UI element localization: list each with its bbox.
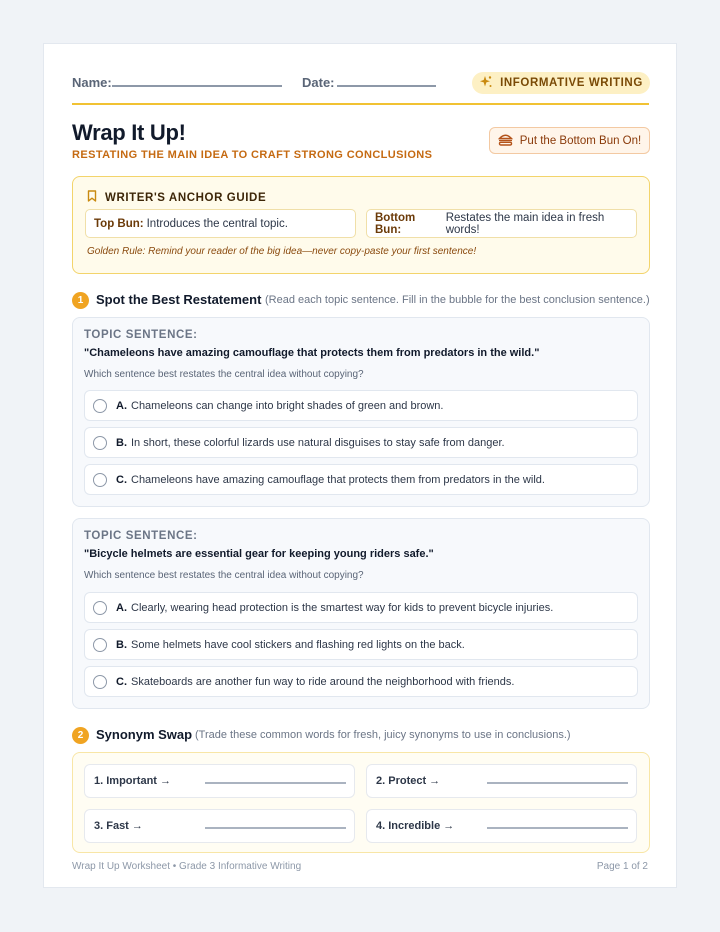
bottom-bun-button[interactable] (489, 127, 650, 154)
radio-bubble[interactable] (93, 601, 107, 615)
bookmark-icon (87, 190, 97, 205)
anchor-guide (72, 176, 650, 274)
synonym-card (84, 809, 355, 843)
anchor-guide-title: WRITER'S ANCHOR GUIDE (105, 191, 267, 204)
option-text: Skateboards are another fun way to ride around the neighborhood with friends. (131, 675, 515, 688)
option-text: Chameleons have amazing camouflage that protects them from predators in the wild. (131, 473, 545, 486)
question-prompt: Which sentence best restates the central idea without copying? (84, 570, 364, 581)
top-bun-card (85, 209, 356, 238)
synonym-card (84, 764, 355, 798)
option-letter: B. (116, 436, 127, 449)
footer-left: Wrap It Up Worksheet • Grade 3 Informative Writing (72, 861, 302, 872)
section-2-hint: (Trade these common words for fresh, juicy synonyms to use in conclusions.) (195, 729, 571, 741)
answer-option-a[interactable] (84, 592, 638, 623)
option-letter: B. (116, 638, 127, 651)
option-letter: A. (116, 399, 127, 412)
date-field[interactable] (337, 85, 436, 87)
topic-sentence-label: TOPIC SENTENCE: (84, 530, 198, 542)
top-bun-text: Introduces the central topic. (146, 217, 288, 230)
topic-sentence-label: TOPIC SENTENCE: (84, 329, 198, 341)
option-letter: A. (116, 601, 127, 614)
burger-icon (498, 133, 513, 149)
question-prompt: Which sentence best restates the central idea without copying? (84, 369, 364, 380)
question-card-2 (72, 518, 650, 709)
section-1-hint: (Read each topic sentence. Fill in the bubble for the best conclusion sentence.) (265, 294, 650, 306)
bottom-bun-text: Restates the main idea in fresh words! (445, 211, 605, 236)
anchor-guide-heading (87, 190, 266, 205)
category-badge (472, 72, 650, 94)
answer-option-c[interactable] (84, 464, 638, 495)
header-divider (72, 103, 649, 105)
worksheet-page (43, 43, 677, 888)
synonym-answer-line[interactable] (487, 782, 628, 784)
option-text: In short, these colorful lizards use natural disguises to stay safe from danger. (131, 436, 505, 449)
golden-rule: Golden Rule: Remind your reader of the big idea—never copy-paste your first sentence! (87, 246, 477, 257)
synonym-word: 3. Fast → (94, 820, 143, 832)
radio-bubble[interactable] (93, 399, 107, 413)
top-bun-term: Top Bun: (94, 217, 144, 230)
synonym-swap-box (72, 752, 650, 853)
answer-option-b[interactable] (84, 629, 638, 660)
option-text: Clearly, wearing head protection is the smartest way for kids to prevent bicycle injuries. (131, 601, 554, 614)
page-subtitle: RESTATING THE MAIN IDEA TO CRAFT STRONG CONCLUSIONS (72, 149, 433, 161)
footer-page-number: Page 1 of 2 (596, 861, 648, 872)
option-text: Some helmets have cool stickers and flashing red lights on the back. (131, 638, 465, 651)
bottom-bun-button-label: Put the Bottom Bun On! (519, 134, 642, 147)
synonym-word: 2. Protect → (376, 775, 441, 787)
synonym-answer-line[interactable] (205, 827, 346, 829)
option-letter: C. (116, 675, 127, 688)
answer-option-a[interactable] (84, 390, 638, 421)
question-card-1 (72, 317, 650, 507)
synonym-card (366, 764, 637, 798)
section-1-title: Spot the Best Restatement (96, 292, 262, 307)
option-letter: C. (116, 473, 127, 486)
badge-label: INFORMATIVE WRITING (500, 77, 643, 89)
section-2-number: 2 (72, 727, 89, 744)
topic-sentence: "Bicycle helmets are essential gear for keeping young riders safe." (84, 548, 434, 560)
synonym-card (366, 809, 637, 843)
radio-bubble[interactable] (93, 638, 107, 652)
synonym-word: 1. Important → (94, 775, 172, 787)
bottom-bun-term: Bottom Bun: (375, 211, 416, 236)
name-label: Name: (72, 75, 112, 90)
radio-bubble[interactable] (93, 473, 107, 487)
name-field[interactable] (112, 85, 282, 87)
section-1-number: 1 (72, 292, 89, 309)
radio-bubble[interactable] (93, 675, 107, 689)
option-text: Chameleons can change into bright shades of green and brown. (131, 399, 444, 412)
section-2-title: Synonym Swap (96, 727, 193, 742)
topic-sentence: "Chameleons have amazing camouflage that protects them from predators in the wild." (84, 347, 540, 359)
answer-option-b[interactable] (84, 427, 638, 458)
synonym-answer-line[interactable] (487, 827, 628, 829)
bottom-bun-card (366, 209, 637, 238)
radio-bubble[interactable] (93, 436, 107, 450)
synonym-answer-line[interactable] (205, 782, 346, 784)
answer-option-c[interactable] (84, 666, 638, 697)
page-title: Wrap It Up! (72, 120, 186, 145)
date-label: Date: (302, 75, 335, 90)
synonym-word: 4. Incredible → (376, 820, 455, 832)
sparkles-icon (479, 75, 493, 92)
